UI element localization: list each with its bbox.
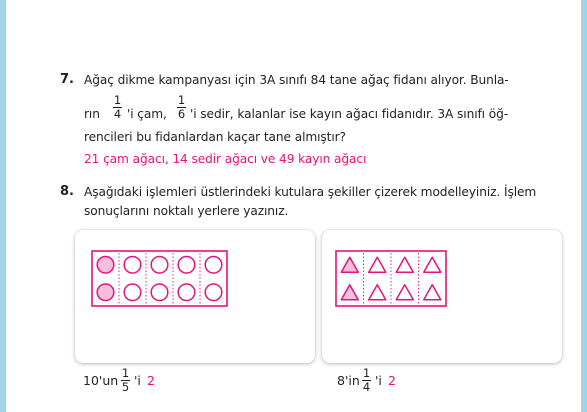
triangle-shaded [341,257,358,272]
triangle-shape [396,257,413,272]
circle-shape [205,284,222,301]
fraction-denominator: 6 [177,107,186,121]
circle-shape [124,284,141,301]
question-7-fraction-cedar [177,94,186,121]
question-8-number: 8. [60,184,74,199]
triangle-shape [369,257,386,272]
left-caption-suffix: 'i [134,373,141,388]
circle-shaded [97,284,114,301]
right-caption-answer[interactable]: 2 [388,373,396,388]
fraction-numerator: 1 [121,366,130,380]
right-caption-prefix: 8'in [337,373,360,388]
question-8-line-2: sonuçlarını noktalı yerlere yazınız. [84,204,289,218]
circle-shape [178,256,195,273]
fraction-denominator: 4 [362,380,371,394]
triangle-shape [424,285,441,300]
left-border-stripe [0,0,6,412]
circle-shape [124,256,141,273]
fraction-numerator: 1 [113,93,122,107]
circle-shape [178,284,195,301]
question-8-line-1: Aşağıdaki işlemleri üstlerindeki kutulara şekiller çizerek modelleyiniz. İşlem [84,185,537,199]
fraction-numerator: 1 [177,93,186,107]
fraction-numerator: 1 [362,366,371,380]
question-7-number: 7. [60,72,74,87]
fraction-denominator: 5 [121,380,130,394]
model-card-triangles [322,230,562,363]
right-caption-fraction [362,367,371,394]
question-7-line-2-suffix: 'i sedir, kalanlar ise kayın ağacı fidanıdır. 3A sınıfı öğ- [190,107,509,121]
question-7-line-1: Ağaç dikme kampanyası için 3A sınıfı 84 tane ağaç fidanı alıyor. Bunla- [84,73,509,87]
circle-shaded [97,256,114,273]
circles-model[interactable] [75,230,315,363]
circle-shape [205,256,222,273]
triangle-shape [424,257,441,272]
triangles-model[interactable] [322,230,562,363]
question-7-fraction-pine [113,94,122,121]
left-caption-answer[interactable]: 2 [147,373,155,388]
question-7-answer: 21 çam ağacı, 14 sedir ağacı ve 49 kayın ağacı [84,152,367,166]
left-caption-fraction [121,367,130,394]
model-card-circles [75,230,315,363]
left-caption-prefix: 10'un [83,373,119,388]
question-7-line-2-prefix: rın [84,107,100,121]
right-border-stripe [581,0,587,412]
question-7-line-3: rencileri bu fidanlardan kaçar tane almıştır? [84,130,346,144]
circle-shape [151,256,168,273]
triangle-shape [396,285,413,300]
circle-shape [151,284,168,301]
triangle-shape [369,285,386,300]
question-7-line-2-mid: 'i çam, [127,107,167,121]
triangle-shaded [341,285,358,300]
fraction-denominator: 4 [113,107,122,121]
right-caption-suffix: 'i [375,373,382,388]
